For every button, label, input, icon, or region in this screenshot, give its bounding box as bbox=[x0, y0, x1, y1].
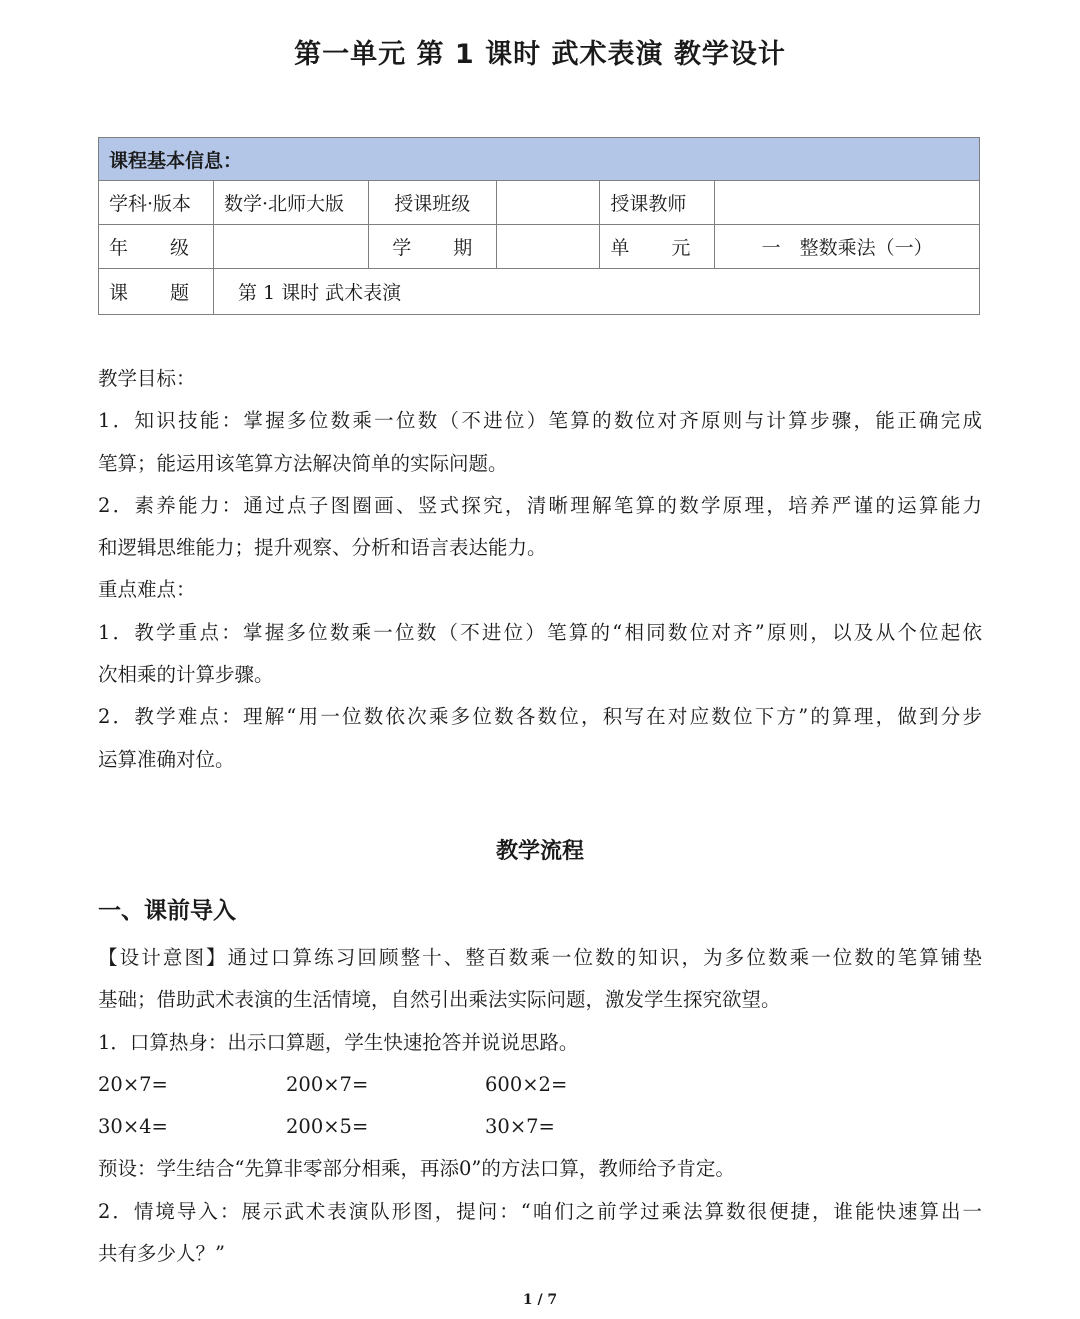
section1-body bbox=[98, 937, 982, 1275]
grade-label-cell bbox=[99, 225, 214, 269]
subject-label: 学科·版本 bbox=[99, 181, 214, 225]
goals-heading: 教学目标： bbox=[98, 367, 196, 390]
calc-expr: 30×4= bbox=[98, 1115, 168, 1139]
subject-value: 数学·北师大版 bbox=[213, 181, 368, 225]
keypoints-heading: 重点难点： bbox=[98, 578, 196, 602]
document-title: 第一单元 第 1 课时 武术表演 教学设计 bbox=[294, 39, 786, 70]
calc-expr: 200×7= bbox=[286, 1072, 369, 1096]
item2-line: 共有多少人？” bbox=[98, 1242, 225, 1266]
info-header: 课程基本信息： bbox=[99, 138, 980, 181]
unit-label-a: 单 bbox=[610, 237, 630, 259]
section1-heading: 一、课前导入 bbox=[98, 898, 236, 924]
process-title: 教学流程 bbox=[495, 839, 584, 864]
class-value bbox=[496, 181, 600, 225]
keypoint-line: 2．教学难点：理解“用一位数依次乘多位数各数位，积写在对应数位下方”的算理，做到分步 bbox=[98, 705, 982, 729]
class-label: 授课班级 bbox=[368, 181, 496, 225]
keypoint-line: 运算准确对位。 bbox=[98, 747, 235, 771]
topic-label-cell bbox=[99, 269, 214, 315]
keypoint-line: 1．教学重点：掌握多位数乘一位数（不进位）笔算的“相同数位对齐”原则，以及从个位起依 bbox=[98, 620, 982, 644]
page-number: 1 / 7 bbox=[522, 1292, 558, 1308]
unit-value: 一 整数乘法（一） bbox=[715, 225, 980, 269]
calc-row-1 bbox=[98, 1064, 982, 1106]
topic-label-b: 题 bbox=[169, 282, 189, 304]
calc-expr: 200×5= bbox=[286, 1115, 369, 1139]
teacher-label: 授课教师 bbox=[600, 181, 715, 225]
term-label-a: 学 bbox=[392, 237, 412, 259]
calc-expr: 600×2= bbox=[485, 1072, 568, 1096]
info-row-subject bbox=[99, 181, 980, 225]
info-header-row bbox=[99, 138, 980, 181]
goal-line: 1．知识技能：掌握多位数乘一位数（不进位）笔算的数位对齐原则与计算步骤，能正确完成 bbox=[98, 409, 982, 433]
term-label-b: 期 bbox=[453, 237, 473, 259]
grade-label-a: 年 bbox=[109, 237, 129, 259]
calc-row-2 bbox=[98, 1106, 982, 1148]
calc-expr: 30×7= bbox=[485, 1115, 555, 1139]
goal-line: 笔算；能运用该笔算方法解决简单的实际问题。 bbox=[98, 451, 508, 475]
keypoint-line: 次相乘的计算步骤。 bbox=[98, 663, 274, 687]
goals-and-keypoints bbox=[98, 358, 982, 781]
course-info-table bbox=[98, 137, 980, 315]
item1-text: 1．口算热身：出示口算题，学生快速抢答并说说思路。 bbox=[98, 1030, 579, 1054]
intent-line: 【设计意图】通过口算练习回顾整十、整百数乘一位数的知识，为多位数乘一位数的笔算铺垫 bbox=[98, 946, 982, 969]
preset-text: 预设：学生结合“先算非零部分相乘，再添0”的方法口算，教师给予肯定。 bbox=[98, 1157, 735, 1181]
unit-label-b: 元 bbox=[671, 237, 691, 259]
term-value bbox=[496, 225, 600, 269]
info-row-grade bbox=[99, 225, 980, 269]
topic-value: 第 1 课时 武术表演 bbox=[213, 269, 979, 315]
info-row-topic bbox=[99, 269, 980, 315]
grade-label-b: 级 bbox=[169, 237, 189, 259]
term-label-cell bbox=[368, 225, 496, 269]
unit-label-cell bbox=[600, 225, 715, 269]
goal-line: 2．素养能力：通过点子图圈画、竖式探究，清晰理解笔算的数学原理，培养严谨的运算能力 bbox=[98, 493, 982, 517]
goal-line: 和逻辑思维能力；提升观察、分析和语言表达能力。 bbox=[98, 536, 547, 560]
topic-label-a: 课 bbox=[109, 282, 129, 304]
teacher-value bbox=[715, 181, 980, 225]
item2-line: 2．情境导入：展示武术表演队形图，提问：“咱们之前学过乘法算数很便捷，谁能快速算出一 bbox=[98, 1199, 982, 1223]
intent-line: 基础；借助武术表演的生活情境，自然引出乘法实际问题，激发学生探究欲望。 bbox=[98, 988, 781, 1012]
grade-value bbox=[213, 225, 368, 269]
calc-expr: 20×7= bbox=[98, 1072, 168, 1096]
